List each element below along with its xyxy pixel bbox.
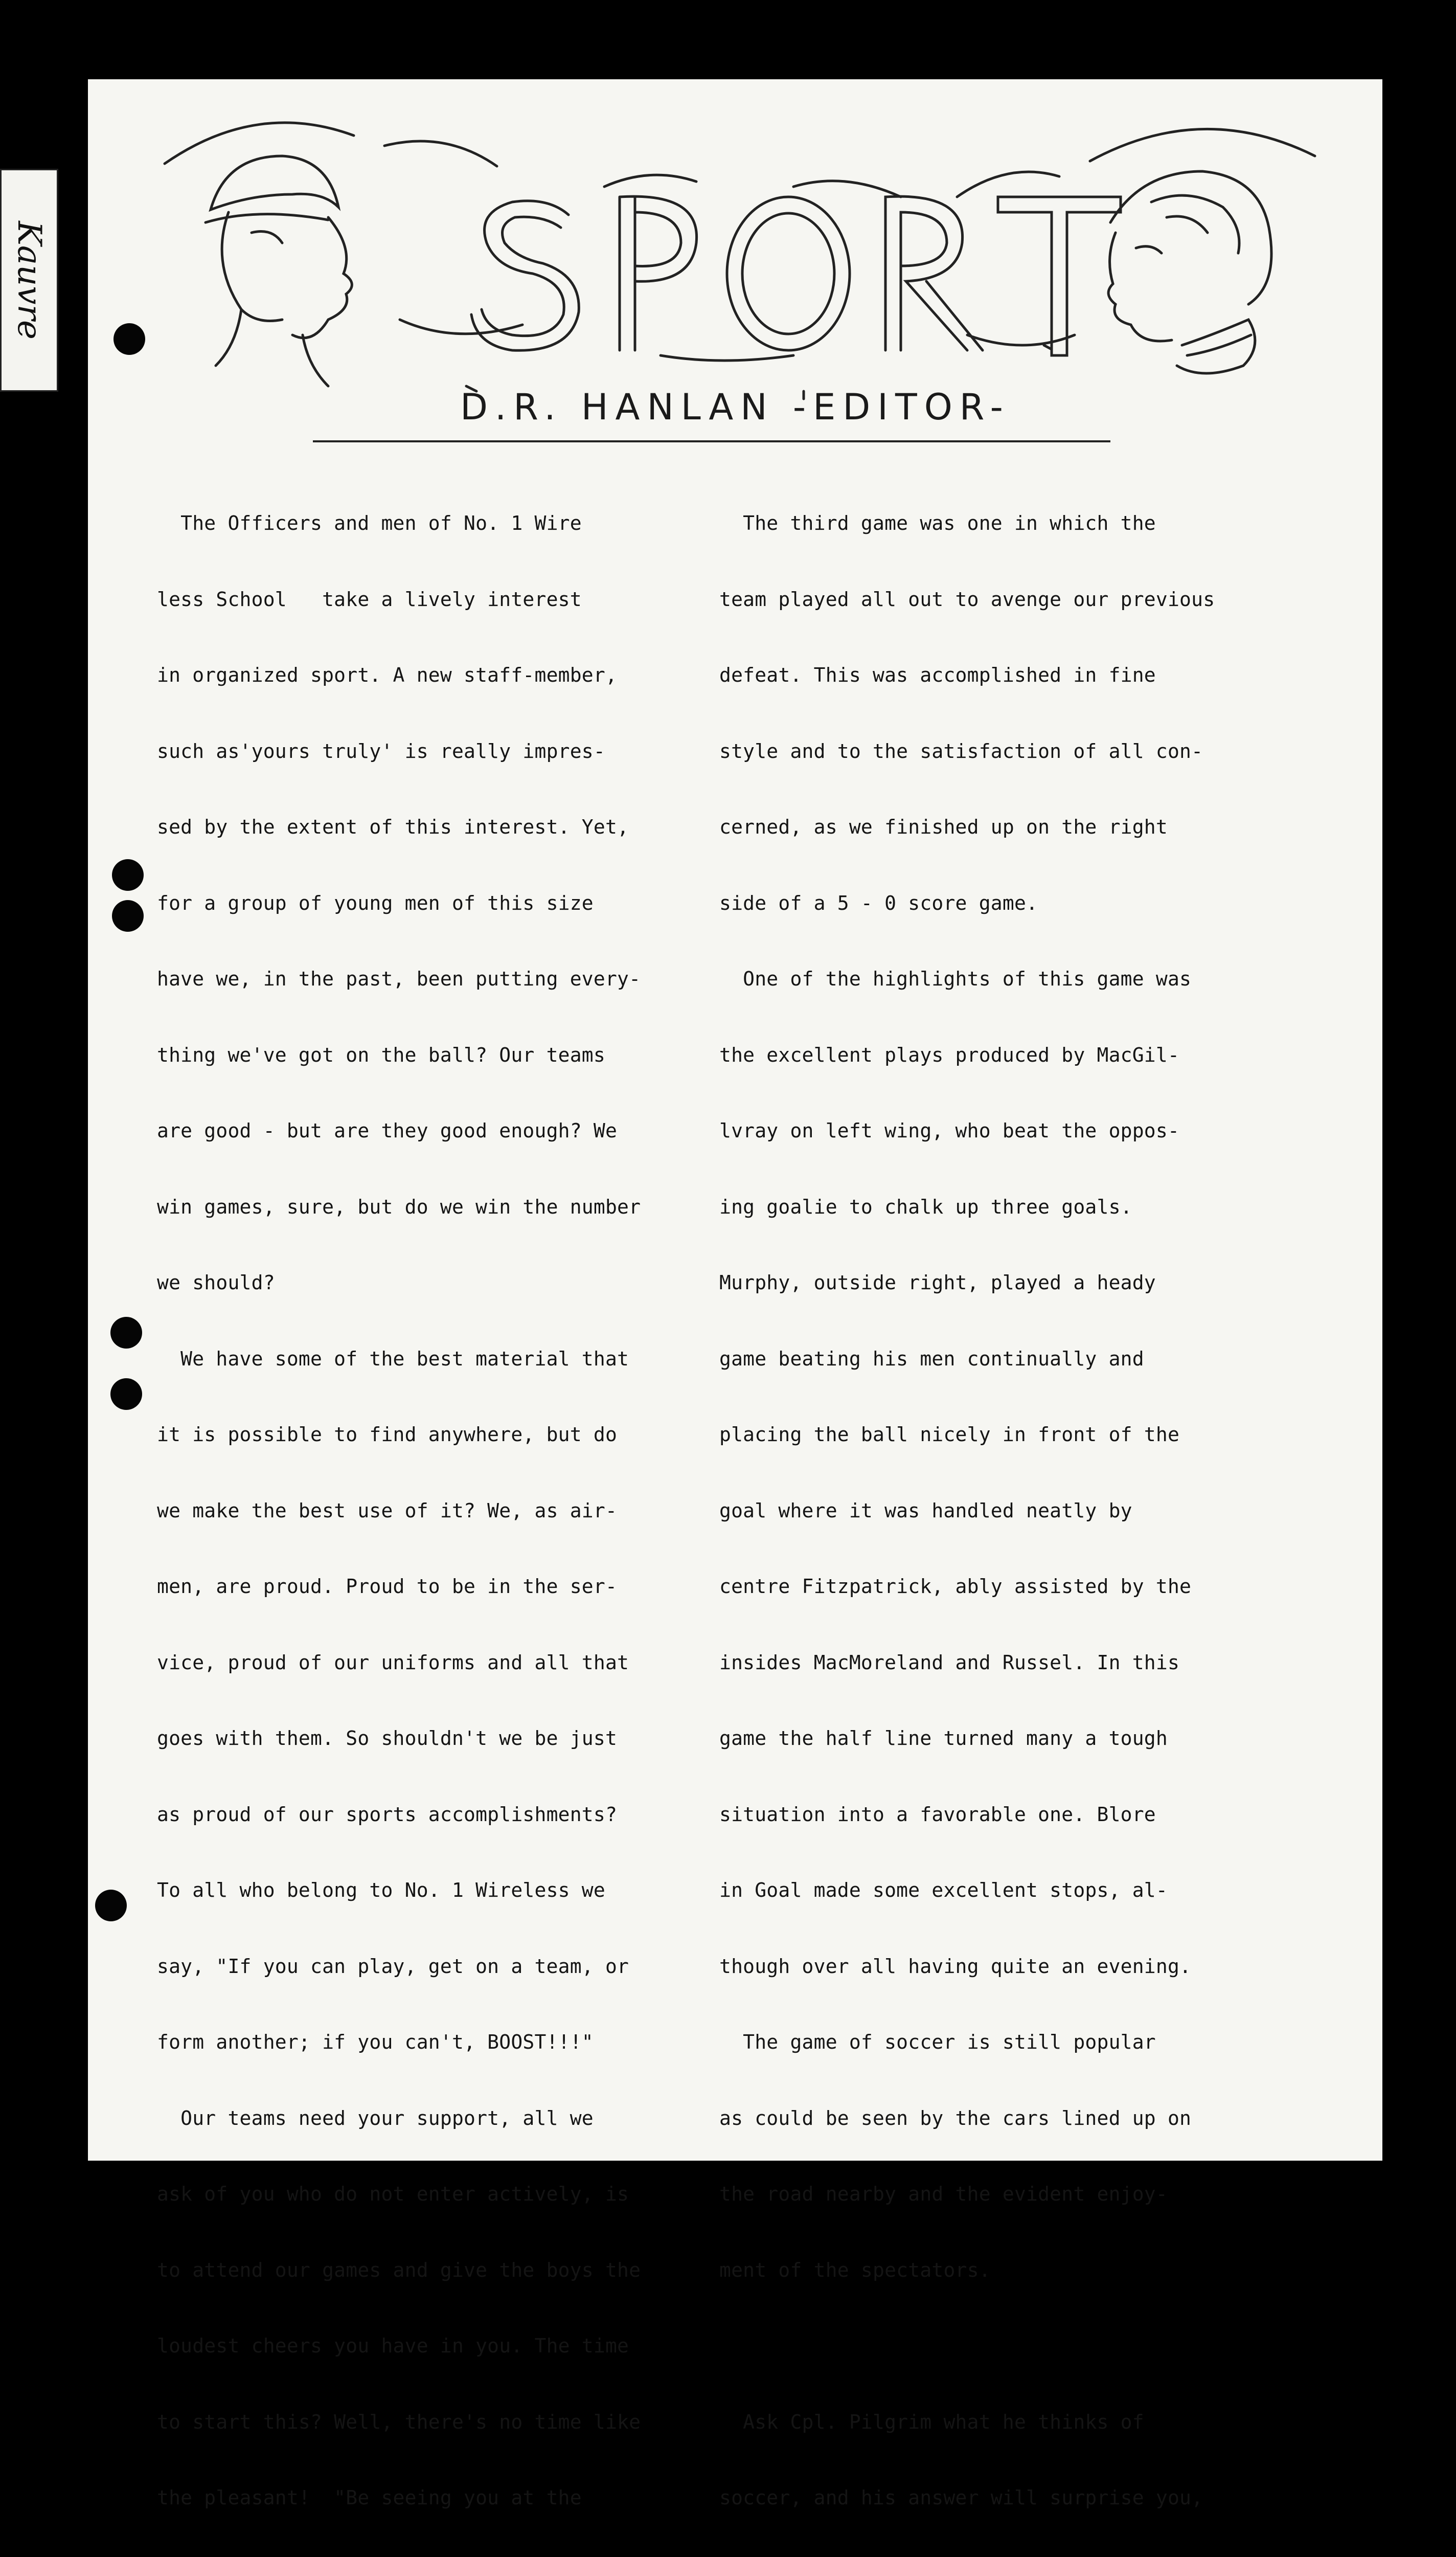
intro-line: in organized sport. A new staff-member, <box>157 664 618 686</box>
intro-line: have we, in the past, been putting every- <box>157 968 641 990</box>
newsletter-page <box>88 79 1382 2509</box>
punch-hole <box>110 1317 142 1349</box>
intro-line: win games, sure, but do we win the number <box>157 1195 641 1218</box>
intro-line: To all who belong to No. 1 Wireless we <box>157 1879 605 1901</box>
intro-line: We have some of the best material that <box>157 1347 629 1370</box>
intro-line: Our teams need your support, all we <box>157 2106 594 2129</box>
intro-line: goes with them. So shouldn't we be just <box>157 1727 618 1749</box>
intro-line: say, "If you can play, get on a team, or <box>157 1955 629 1978</box>
article-line: defeat. This was accomplished in fine <box>719 664 1156 686</box>
article-line: One of the highlights of this game was <box>719 968 1192 990</box>
article-line: style and to the satisfaction of all con- <box>719 739 1203 762</box>
article-line: Murphy, outside right, played a heady <box>719 1271 1156 1294</box>
intro-line: we should? <box>157 1271 275 1294</box>
intro-line: ask of you who do not enter actively, is <box>157 2183 629 2205</box>
article-line: insides MacMoreland and Russel. In this <box>719 1651 1180 1674</box>
article-line: situation into a favorable one. Blore <box>719 1803 1156 1826</box>
intro-line: men, are proud. Proud to be in the ser- <box>157 1575 618 1598</box>
article-line: soccer, and his answer will surprise you, <box>719 2486 1203 2509</box>
intro-line: vice, proud of our uniforms and all that <box>157 1651 629 1674</box>
intro-line: less School take a lively interest <box>157 588 582 611</box>
article-line: side of a 5 - 0 score game. <box>719 891 1038 914</box>
punch-hole <box>95 1890 127 1921</box>
intro-line: such as'yours truly' is really impres- <box>157 739 605 762</box>
article-line: game the half line turned many a tough <box>719 1727 1168 1749</box>
article-line: The third game was one in which the <box>719 512 1156 534</box>
punch-hole <box>112 859 144 891</box>
intro-line: sed by the extent of this interest. Yet, <box>157 816 629 838</box>
left-column <box>157 460 703 2557</box>
article-line: ment of the spectators. <box>719 2258 991 2281</box>
article-line <box>719 2334 1215 2359</box>
article-line: goal where it was handled neatly by <box>719 1499 1132 1522</box>
article-line: centre Fitzpatrick, ably assisted by the <box>719 1575 1192 1598</box>
punch-hole <box>110 1378 142 1410</box>
article-line: The game of soccer is still popular <box>719 2031 1156 2053</box>
intro-line: to attend our games and give the boys the <box>157 2258 641 2281</box>
intro-line: we make the best use of it? We, as air- <box>157 1499 618 1522</box>
intro-line: loudest cheers you have in you. The time <box>157 2335 629 2357</box>
article-line: in Goal made some excellent stops, al- <box>719 1879 1168 1901</box>
intro-line: thing we've got on the ball? Our teams <box>157 1043 605 1066</box>
article-line: game beating his men continually and <box>719 1347 1144 1370</box>
article-line: as could be seen by the cars lined up on <box>719 2106 1192 2129</box>
header-rule <box>313 440 1110 442</box>
intro-line: as proud of our sports accomplishments? <box>157 1803 618 1826</box>
intro-line: form another; if you can't, BOOST!!!" <box>157 2031 594 2053</box>
article-line: cerned, as we finished up on the right <box>719 816 1168 838</box>
article-line: Ask Cpl. Pilgrim what he thinks of <box>719 2410 1144 2433</box>
intro-line: it is possible to find anywhere, but do <box>157 1423 618 1446</box>
article-line: the excellent plays produced by MacGil- <box>719 1043 1180 1066</box>
intro-line: The Officers and men of No. 1 Wire <box>157 512 582 534</box>
intro-line: to start this? Well, there's no time like <box>157 2410 641 2433</box>
punch-hole <box>112 900 144 932</box>
intro-line: for a group of young men of this size <box>157 891 594 914</box>
article-line: though over all having quite an evening. <box>719 1955 1192 1978</box>
article-line: lvray on left wing, who beat the oppos- <box>719 1119 1180 1142</box>
archive-tab <box>0 169 58 392</box>
intro-line: the pleasant! "Be seeing you at the <box>157 2486 582 2509</box>
article-line: placing the ball nicely in front of the <box>719 1423 1180 1446</box>
right-column <box>719 460 1215 2557</box>
intro-line: are good - but are they good enough? We <box>157 1119 618 1142</box>
article-line: ing goalie to chalk up three goals. <box>719 1195 1132 1218</box>
article-line: team played all out to avenge our previous <box>719 588 1215 611</box>
editor-byline: D.R. HANLAN -EDITOR- <box>460 386 1010 428</box>
article-line: the road nearby and the evident enjoy- <box>719 2183 1168 2205</box>
archive-tab-label: Kauvre <box>10 221 48 340</box>
